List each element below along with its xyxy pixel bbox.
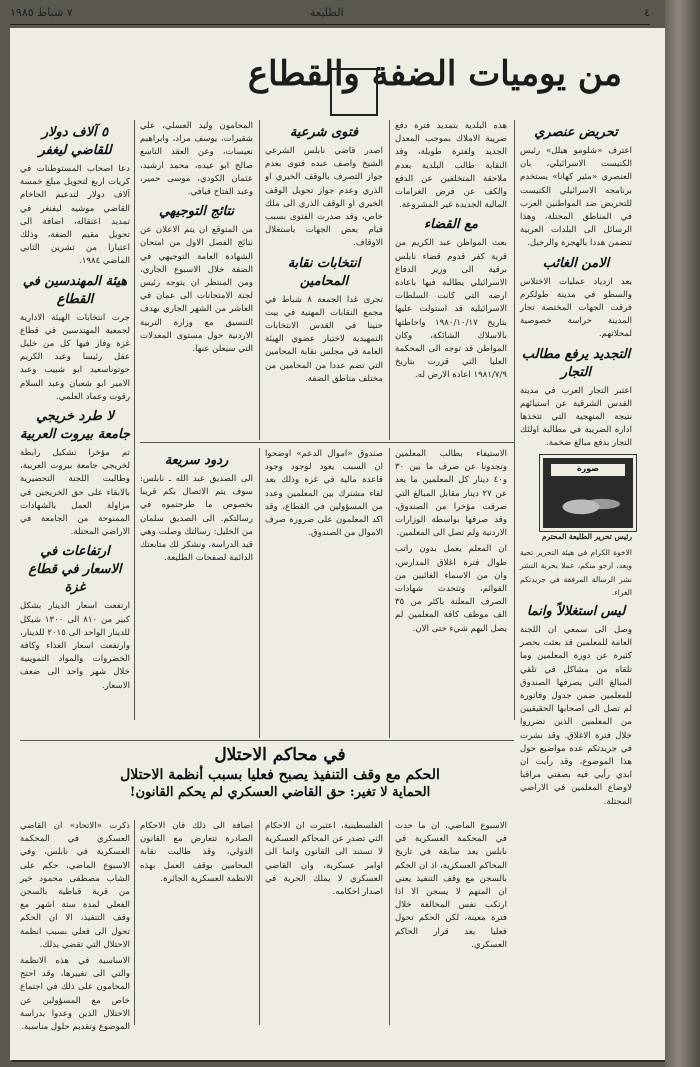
article-16-body: الاستيفاء بطالب المعلمين وتجدونا عن صرف ما بين ٣٠ و٤٠ دينار كل المعلمين ما يعد عن ٢٧ دينار مقابل المبالغ التي صرفت مؤخرا من الصندوق، وقد صرفها بواسطة الوزارات الاردنية ولم تصل الى المعلمين. — [395, 449, 507, 539]
rule — [140, 442, 514, 443]
article-14-body: صندوق «اموال الدعم» اوضحوا ان السبب يعود لوجود وجود قاعدة مالية في غزة وذلك بعد لقاء مشترك بين المعلمين وعدد من المسؤولين في القطاع، وقد اكد المعلمون على ضرورة صرف الاموال من الصندوق. — [265, 449, 383, 539]
article-15 — [140, 448, 253, 738]
article-2-head: الامن الغائب — [542, 255, 610, 271]
article-14 — [265, 448, 383, 738]
photo-label: صورة — [551, 464, 625, 476]
bottom-headline-subhead2: الحماية لا تغير: حق القاضي العسكري لم يحكم القانون! — [129, 785, 431, 800]
article-15-body: الى الصديق عبد الله ـ نابلس: سوف يتم الاتصال بكم قريبا بخصوص ما طرحتموه في رسالتكم. الى الصديق سلمان من الخليل: رسالتك وصلت وهي قيد الدراسة، ونشكر لك متابعتك الدائمة لصفحات الطليعة. — [140, 474, 253, 564]
rule — [389, 120, 390, 440]
photo-shape — [553, 490, 623, 518]
rule — [259, 448, 260, 738]
article-22-body: الفلسطينية، اعتبرت ان الاحكام التي تصدر عن المحاكم العسكرية لا تستند الى القانون وانما الى اوامر عسكرية، وان القاضي العسكري لا يملك الحرية في اصدار احكامه. — [265, 821, 383, 898]
rule — [259, 120, 260, 440]
rule — [259, 820, 260, 1025]
article-12-head: لا طرد خريجي جامعة بيروت العربية — [19, 409, 130, 443]
binding-spine — [665, 0, 700, 1067]
paper-name: الطليعة — [310, 6, 344, 19]
article-11-body: جرت انتخابات الهيئة الادارية لجمعية المهندسين في قطاع غزة وفاز فيها كل من خليل عقل رئيسا وعبد الكريم حوتوناسعيد ابو شبيب وعبد الامير ابو شعبان وعبد السلام رقوت وعماد العلمي. — [20, 312, 130, 402]
article-7-body: تجرى غدا الجمعة ٨ شباط في مجمع النقابات المهنية في بيت حنينا في القدس الانتخابات التمهيدية لاختيار عضوي الهيئة العامة في مجلس نقابة المحامين التي تضم عددا من المحامين من مختلف مناطق الضفة. — [265, 294, 383, 384]
article-5-head: مع القضاء — [424, 217, 478, 233]
section-banner — [20, 50, 632, 112]
article-9-body: من المتوقع ان يتم الاعلان عن نتائج الفصل الاول من امتحان الشهادة العامة التوجيهي في الضفة خلال الاسبوع الجاري، ومن المنتظر ان يتوجه رئيس لجنة الامتحانات الى عمان في العاشر من الشهر الجاري بهدف التنسيق مع وزارة التربية الاردنية حول مستوى المعدلات التي سيعلن عنها. — [140, 225, 253, 355]
bottom-headline — [30, 745, 530, 815]
article-19-body: وصل الى سمعي ان اللجنة العامة للمعلمين قد بعثت بحصر كثيرة عن دورة المعلمين وما تلقاه من مشاكل في تلقي المبالغ التي يصرفها الصندوق للمعلمين ضمن جدول وفاتورة لم تصل الى اصحابها الحقيقيين من المعلمين الذين تضرروا خلال فترة الاغلاق. وقد نشرت في جريدتكم عدة مواضيع حول هذا الموضوع، وقد رأيت ان ابدي رأيي فيه بصفتي مراقبا لاوضاع المعلمين في الاراضي المحتلة. — [520, 625, 632, 807]
article-1-head: تحريض عنصري — [534, 125, 618, 140]
article-18-head: رئيس تحرير الطليعة المحترم — [541, 532, 632, 541]
article-1 — [520, 120, 632, 449]
article-18-body: الاخوة الكرام في هيئة التحرير تحية وبعد، ارجو منكم، عملا بحرية النشر نشر الرسالة المرفقة في جريدتكم الغراء. — [520, 548, 632, 597]
news-photo — [540, 455, 636, 531]
page-number: ٤ — [644, 6, 650, 19]
article-13-body: ارتفعت اسعار الدينار بشكل كبير من ٨١٠ الى ١٣٠٠ شيكل للدينار الواحد الى ٢٠١٥ للدينار، وارتفعت اسعار الغذاء وكافة الخضروات والمواد التموينية خلال شهر واحد الى ضعف الاسعار. — [20, 601, 131, 691]
article-15-head: ردود سريعة — [164, 453, 229, 468]
article-2-body: بعد ازدياد عمليات الاختلاس والسطو في مدينة طولكرم فرقت الجهات المختصة تجار المدينة حراسة خصوصية لمحلاتهم. — [520, 276, 632, 340]
article-6 — [265, 120, 383, 440]
article-8 — [140, 120, 253, 440]
article-23-body: اضافة الى ذلك فان الاحكام الصادرة تتعارض مع القانون الدولي، وقد طالبت نقابة المحامين بوقف العمل بهذه الانظمة العسكرية الجائرة. — [140, 821, 253, 884]
rule — [20, 740, 514, 741]
article-3-head: التجديد يرفع مطالب التجار — [521, 346, 631, 380]
article-4 — [395, 120, 507, 440]
article-7-head: انتخابات نقابة المحامين — [287, 255, 361, 289]
bottom-headline-title: في محاكم الاحتلال — [214, 745, 346, 765]
article-6-body: اصدر قاضي نابلس الشرعي الشيخ واصف عبده فتوى بعدم جواز التصرف بالوقف الخيري او الذري وعدم جواز تحويل الوقف الخيري او الوقف الذري الى ملك خاص، وقد صدرت الفتوى بسبب قيام بعض الجهات باستغلال الاوقاف. — [265, 146, 383, 249]
article-18 — [520, 530, 632, 1020]
article-12-body: تم مؤخرا تشكيل رابطة لخريجي جامعة بيروت العربية، وطالبت اللجنة التحضيرية بالابقاء على حق الخريجين في مزاولة العمل بالشهادات الممنوحة من الجامعة في الاراضي المحتلة. — [20, 448, 130, 538]
article-16 — [395, 448, 507, 738]
article-22 — [265, 820, 383, 1025]
article-9-head: نتائج التوجيهي — [158, 204, 235, 220]
banner-logo — [330, 68, 378, 116]
article-21 — [395, 820, 507, 1025]
article-10-head: ٥ آلاف دولار للقاضي ليغفر — [38, 125, 112, 158]
article-13-head: ارتفاعات في الاسعار في قطاع غزة — [28, 544, 122, 596]
page-header — [10, 6, 650, 25]
banner-title: من يوميات الضفة والقطاع — [247, 54, 622, 94]
rule — [514, 120, 515, 720]
article-10 — [20, 120, 130, 720]
article-17-body: ان المعلم يعمل بدون راتب طوال فترة اغلاق المدارس، وان من الاسماء الغائبين من القوائم، وتتحدث شهادات الصرف المعلنة باكثر من ٣٥ الف موظف كافة المعلمين لم يصل اليهم شيء حتى الان. — [395, 544, 507, 634]
article-11-head: هيئة المهندسين في القطاع — [22, 273, 128, 307]
rule — [134, 120, 135, 720]
article-24 — [20, 820, 130, 1033]
rule — [134, 820, 135, 1025]
article-19-head: ليس استغلالاً وانما — [526, 604, 626, 620]
article-10-body: دعا اصحاب المستوطنات في كريات اربع لتحويل مبلغ خمسة آلاف دولار لتدعيم الحاخام القاضي موشيه ليفنغر في تمديد اعتقاله، اضافة الى تحويل مقيم الضفة، وذلك اعتبارا من تشرين الثاني الماضي ١٩٨٤. — [20, 164, 130, 267]
rule — [389, 820, 390, 1025]
rule — [389, 448, 390, 738]
article-3-body: اعتبر التجار العرب في مدينة القدس الشرقية عن استيائهم نتيجة المنهجية التي تتخذها ادارة الضريبة في مطالبة اولئك التجار بدفع مبالغ ضخمة. — [520, 385, 632, 449]
article-4-body: هذه البلدية بتمديد فترة دفع ضريبة الاملاك بموجب المعدل الجديد ولفترة طويلة، وفد النقابة طالب البلدية بعدم ملاحقة المتخلفين عن الدفع والكف عن فرض الغرامات المالية الجديدة غير المشروعة. — [395, 121, 507, 211]
article-8-body: المحامون وليد العسلي، علي شقيرات، يوسف مراد، وابراهيم نعيسات، وعن العقد التاسع صالح ابو عيده، محمد ارشيد، عثمان الكودي، موسى حمير، وعبد الفتاح فيافي. — [140, 121, 253, 198]
article-1-body: اعترف «شلومو هيلل» رئيس الكنيست الاسرائيلي، بان العنصري «مئير كهانا» يستخدم برنامجه الاسرائيلي الكنيست للتحريض ضد المواطنين العرب في المناطق المحتلة، وهذا الرسائل الى البلدات العربية تتضمن هددا بالهجرة والرحيل. — [520, 146, 632, 249]
article-20-body: ذكرت «الاتحاد» ان القاضي العسكري في المحكمة العسكرية في نابلس، وفي الاسبوع الماضي، حكم على الشاب مصطفى محمود خير من قرية قباطية بالسجن الفعلي لمدة ستة اشهر مع وقف التنفيذ، الا ان الحكم تحول الى فعلي بسبب انظمة الاحتلال التي تقضي بذلك. — [20, 821, 130, 950]
article-24-body: الاساسية في هذه الانظمة والتي الى تغييرها، وقد احتج المحامون على ذلك في اجتماع خاص مع المسؤولين عن الاحتلال الذين وعدوا بدراسة الموضوع وتقديم حلول مناسبة. — [20, 956, 130, 1033]
issue-date: ٧ شباط ١٩٨٥ — [10, 6, 73, 19]
article-23 — [140, 820, 253, 1025]
article-5-body: بعث المواطن عبد الكريم من قرية كفر قدوم قضاء نابلس برقية الى وزير الدفاع الاسرائيلي يطالبه فيها باعادة ارضه التي كانت السلطات الاسرائيلية قد استولت عليها بتاريخ ١٩٨٠/١٠/١٧ واحاطتها بالاسلاك الشائكة، وكان المواطن قد توجه الى المحكمة العليا التي قررت بتاريخ ١٩٨١/٧/٩ اعادة الارض له. — [395, 238, 507, 381]
article-6-head: فتوى شرعية — [289, 125, 359, 140]
bottom-headline-subhead: الحكم مع وقف التنفيذ يصبح فعليا بسبب أنظمة الاحتلال — [120, 767, 440, 783]
article-21-body: الاسبوع الماضي، ان ما حدث في المحكمة العسكرية في نابلس يعد سابقة في تاريخ المحاكم العسكرية، اذ ان الحكم بالسجن مع وقف التنفيذ يعني ان المتهم لا يسجن الا اذا ارتكب نفس المخالفة خلال فترة معينة، لكن الحكم تحول فعليا بعد قرار الحاكم العسكري. — [395, 821, 507, 950]
